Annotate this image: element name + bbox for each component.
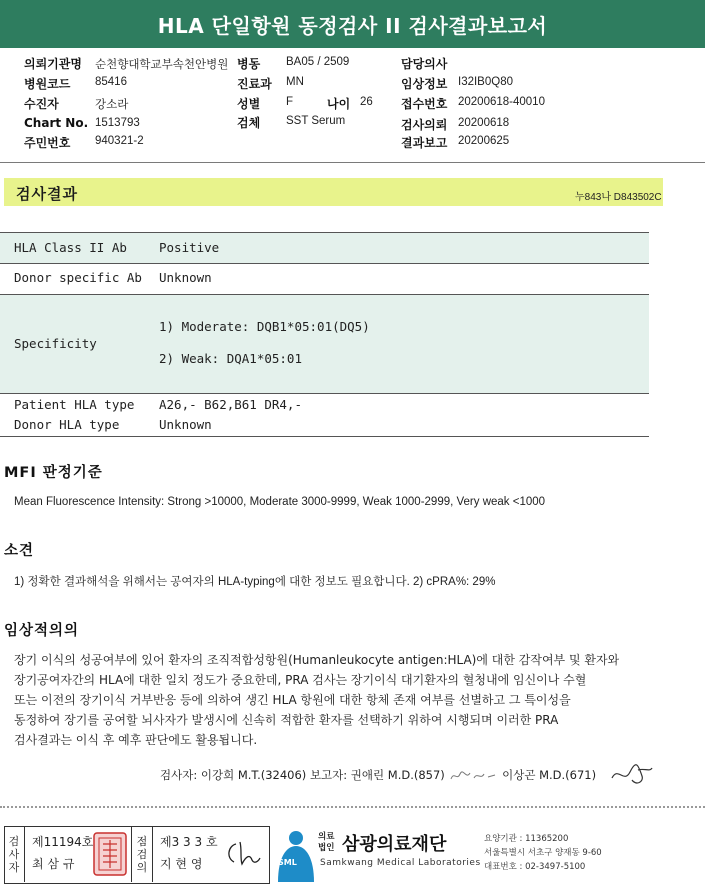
foundation-block — [280, 828, 705, 882]
table-row-hla-types — [0, 394, 649, 437]
value-report-date: 20200625 — [458, 135, 510, 147]
row-label: Donor specific Ab — [14, 270, 142, 285]
specificity-line-2: 2) Weak: DQA1*05:01 — [159, 351, 302, 366]
value-age: 26 — [360, 96, 373, 108]
label-clinical-info: 임상정보 — [401, 77, 448, 91]
clinical-line-3: 또는 이전의 장기이식 거부반응 등에 의하여 생긴 HLA 항원에 대한 항체 존재 여부를 선별하고 그 특이성을 — [14, 693, 571, 707]
clinical-line-4: 동정하여 장기를 공여할 뇌사자가 발생시에 신속히 적합한 환자를 선택하기 위하여 시행되며 이러한 PRA — [14, 713, 559, 727]
clinical-line-5: 검사결과는 이식 후 예후 판단에도 활용됩니다. — [14, 733, 258, 747]
reviewer-label-cell — [131, 826, 153, 882]
opinion-text: 1) 정확한 결과해석을 위해서는 공여자의 HLA-typing에 대한 정보도 필요합니다. 2) cPRA%: 29% — [14, 576, 496, 588]
label-institution: 의뢰기관명 — [24, 57, 82, 71]
row-value: A26,- B62,B61 DR4,- — [159, 397, 302, 412]
row-label: Patient HLA type — [14, 397, 135, 412]
mfi-text: Mean Fluorescence Intensity: Strong >10000, Moderate 3000-9999, Weak 1000-2999, Very weak <1000 — [14, 496, 546, 508]
value-resident-no: 940321-2 — [95, 135, 144, 147]
value-request-date: 20200618 — [458, 117, 510, 129]
examiner-name: 최 삼 규 — [32, 857, 75, 871]
result-code: 누843나 D843502C — [575, 192, 662, 203]
value-chart-no: 1513793 — [95, 117, 140, 129]
address: 서울특별시 서초구 양재동 9-60 — [484, 848, 602, 858]
signers-line — [160, 767, 596, 783]
specificity-line-1: 1) Moderate: DQB1*05:01(DQ5) — [159, 319, 370, 334]
label-age: 나이 — [327, 97, 351, 111]
label-sex: 성별 — [237, 97, 261, 111]
signers-text: 검사자: 이강희 M.T.(32406) 보고자: 권애린 M.D.(857) — [160, 768, 445, 782]
label-receipt-no: 접수번호 — [401, 97, 448, 111]
examiner-label: 검사자 — [8, 834, 20, 874]
value-clinical-info: I32IB0Q80 — [458, 76, 513, 88]
row-label: Specificity — [14, 336, 97, 351]
opinion-heading: 소견 — [4, 543, 35, 559]
row-value: Unknown — [159, 270, 212, 285]
value-receipt-no: 20200618-40010 — [458, 96, 545, 108]
reviewer-number: 제3 3 3 호 — [160, 835, 218, 849]
label-hospital-code: 병원코드 — [24, 77, 71, 91]
report-title-bar — [0, 0, 705, 48]
value-hospital-code: 85416 — [95, 76, 127, 88]
table-row-specificity — [0, 295, 649, 394]
phone-number: 대표번호 : 02-3497-5100 — [484, 862, 586, 872]
mfi-heading: MFI 판정기준 — [4, 465, 103, 481]
result-heading: 검사결과 — [16, 185, 78, 203]
row-label: HLA Class II Ab — [14, 240, 127, 255]
org-english-name: Samkwang Medical Laboratories — [320, 858, 481, 868]
sml-logo-icon — [272, 828, 320, 882]
signature-director — [608, 760, 656, 790]
clinical-heading: 임상적의의 — [4, 623, 80, 639]
row-value: Unknown — [159, 417, 212, 432]
license-number: 요양기관 : 11365200 — [484, 834, 569, 844]
label-doctor: 담당의사 — [401, 57, 448, 71]
row-label: Donor HLA type — [14, 417, 120, 432]
reviewer-name: 지 현 영 — [160, 857, 203, 871]
org-name: 삼광의료재단 — [342, 834, 447, 855]
table-row-donor-specific — [0, 263, 649, 295]
table-row-hla-class — [0, 232, 649, 264]
header-divider — [0, 162, 705, 163]
reviewer-signature — [222, 836, 262, 870]
clinical-line-1: 장기 이식의 성공여부에 있어 환자의 조직적합성항원(Humanleukocyte antigen:HLA)에 대한 감작여부 및 환자와 — [14, 653, 620, 667]
examiner-number: 제11194호 — [32, 835, 94, 849]
label-resident-no: 주민번호 — [24, 136, 71, 150]
value-sex: F — [286, 96, 294, 108]
logo-text: SML — [278, 858, 297, 867]
value-patient: 강소라 — [95, 99, 129, 111]
reviewer-label: 점검의 — [136, 834, 148, 874]
value-specimen: SST Serum — [286, 115, 346, 127]
clinical-line-2: 장기공여자간의 HLA에 대한 일치 정도가 중요한데, PRA 검사는 장기이식 대기환자의 혈청내에 임신이나 수혈 — [14, 673, 587, 687]
examiner-seal — [93, 832, 127, 876]
label-department: 진료과 — [237, 77, 272, 91]
label-patient: 수진자 — [24, 97, 59, 111]
report-title: HLA 단일항원 동정검사 II 검사결과보고서 — [157, 13, 548, 38]
label-ward: 병동 — [237, 57, 261, 71]
row-value: Positive — [159, 240, 220, 255]
signers-text-2: 이상곤 M.D.(671) — [502, 768, 597, 782]
label-report-date: 결과보고 — [401, 136, 448, 150]
value-institution: 순천향대학교부속천안병원 — [95, 59, 229, 71]
value-department: MN — [286, 76, 304, 88]
footer-divider — [0, 806, 705, 808]
org-prefix: 의료법인 — [318, 832, 335, 853]
signature-reporter — [448, 769, 498, 783]
label-specimen: 검체 — [237, 116, 261, 130]
result-header-band — [4, 178, 663, 206]
label-chart-no: Chart No. — [24, 116, 89, 130]
value-ward: BA05 / 2509 — [286, 56, 350, 68]
examiner-label-cell — [4, 826, 25, 882]
label-request-date: 검사의뢰 — [401, 118, 448, 132]
